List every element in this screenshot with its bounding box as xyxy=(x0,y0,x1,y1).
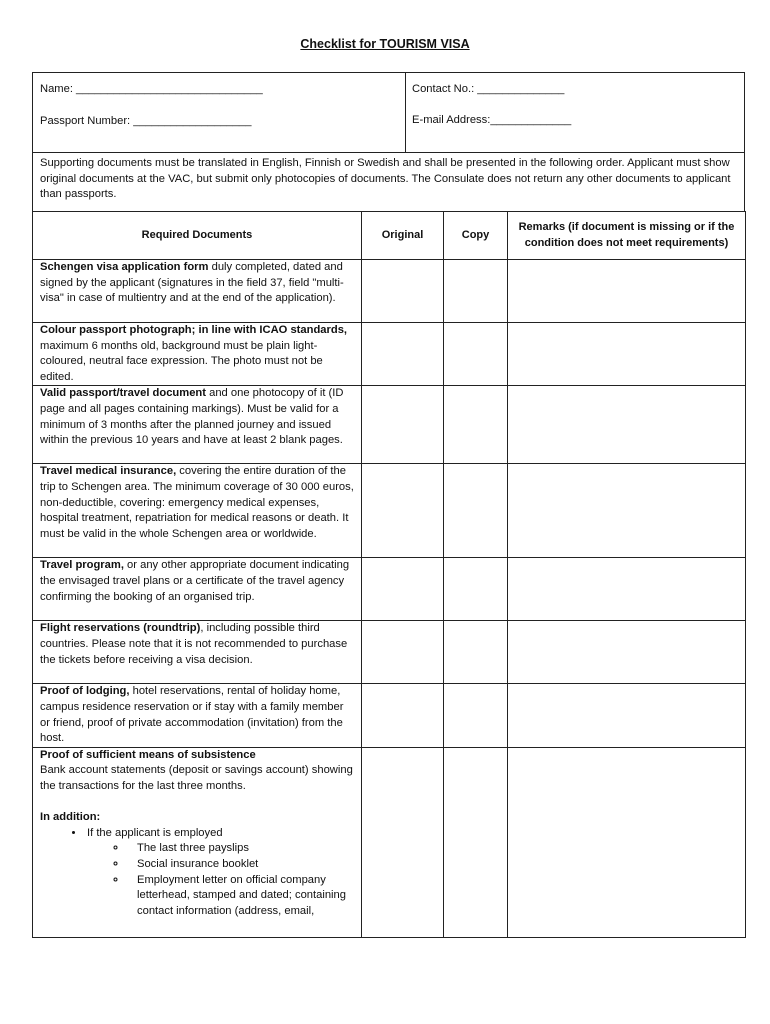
document-title: Flight reservations (roundtrip) xyxy=(40,622,201,635)
remarks-cell[interactable] xyxy=(508,386,746,464)
document-title: Valid passport/travel document xyxy=(40,387,206,400)
copy-checkbox-cell[interactable] xyxy=(444,386,508,464)
table-row xyxy=(33,621,746,684)
document-title: Travel medical insurance, xyxy=(40,465,177,478)
copy-checkbox-cell[interactable] xyxy=(444,558,508,621)
col-copy: Copy xyxy=(444,212,508,260)
table-row xyxy=(33,386,746,464)
table-row xyxy=(33,684,746,747)
subsistence-text: Bank account statements (deposit or savings account) showing the transactions for the last three months. xyxy=(40,764,353,792)
col-original: Original xyxy=(362,212,444,260)
remarks-cell[interactable] xyxy=(508,323,746,386)
remarks-cell[interactable] xyxy=(508,621,746,684)
employed-label: If the applicant is employed xyxy=(87,826,223,839)
applicant-info-box xyxy=(32,72,745,152)
document-description: or any other appropriate document indicating the envisaged travel plans or a certificate of the travel agency confirming the booking of an organised trip. xyxy=(40,559,350,603)
addition-heading: In addition: xyxy=(40,811,101,824)
document-cell xyxy=(33,747,362,937)
col-required-documents: Required Documents xyxy=(33,212,362,260)
original-checkbox-cell[interactable] xyxy=(362,684,444,747)
remarks-cell[interactable] xyxy=(508,464,746,558)
table-row xyxy=(33,260,746,323)
original-checkbox-cell[interactable] xyxy=(362,464,444,558)
applicant-info-left xyxy=(33,73,406,152)
copy-checkbox-cell[interactable] xyxy=(444,464,508,558)
document-description: covering the entire duration of the trip to Schengen area. The minimum coverage of 30 000 euros, non-deductible, covering: emergency medical expenses, hospital treatment, repatriation for medical reasons or death. It must be valid in the whole Schengen area or worldwide. xyxy=(40,465,354,540)
document-cell xyxy=(33,323,362,386)
contact-number-field[interactable]: Contact No.: ______________ xyxy=(412,83,565,95)
document-cell xyxy=(33,684,362,747)
original-checkbox-cell[interactable] xyxy=(362,621,444,684)
document-description: maximum 6 months old, background must be plain light-coloured, neutral face expression. The photo must not be edited. xyxy=(40,339,323,383)
table-row xyxy=(33,464,746,558)
name-field[interactable]: Name: ______________________________ xyxy=(40,83,263,95)
table-row xyxy=(33,323,746,386)
copy-checkbox-cell[interactable] xyxy=(444,621,508,684)
document-cell xyxy=(33,621,362,684)
subsistence-heading: Proof of sufficient means of subsistence xyxy=(40,748,256,761)
remarks-cell[interactable] xyxy=(508,260,746,323)
list-item: ◦ Employment letter on official company letterhead, stamped and dated; containing contact information (address, email, xyxy=(127,873,355,920)
copy-checkbox-cell[interactable] xyxy=(444,323,508,386)
document-cell xyxy=(33,464,362,558)
table-header-row xyxy=(33,212,746,260)
document-cell xyxy=(33,386,362,464)
employed-sublist xyxy=(87,841,355,919)
list-item: ◦ The last three payslips xyxy=(127,841,355,857)
copy-checkbox-cell[interactable] xyxy=(444,684,508,747)
list-item xyxy=(85,826,355,920)
remarks-cell[interactable] xyxy=(508,747,746,937)
remarks-cell[interactable] xyxy=(508,558,746,621)
original-checkbox-cell[interactable] xyxy=(362,386,444,464)
document-description: , including possible third countries. Please note that it is not recommended to purchase the tickets before receiving a visa decision. xyxy=(40,622,348,666)
document-cell xyxy=(33,260,362,323)
passport-number-field[interactable]: Passport Number: ___________________ xyxy=(40,115,252,127)
document-title: Travel program, xyxy=(40,559,124,572)
copy-checkbox-cell[interactable] xyxy=(444,260,508,323)
document-title: Schengen visa application form xyxy=(40,261,209,273)
applicant-info-right xyxy=(406,73,744,152)
table-row xyxy=(33,558,746,621)
document-description: hotel reservations, rental of holiday home, campus residence reservation or if stay with a family member or friend, proof of private accommodation (invitation) from the host. xyxy=(40,685,344,745)
original-checkbox-cell[interactable] xyxy=(362,323,444,386)
document-description: duly completed, dated and signed by the applicant (signatures in the field 37, field "multi-visa" in case of multientry and at the end of the application). xyxy=(40,261,344,305)
document-title: Proof of lodging, xyxy=(40,685,130,698)
addition-list xyxy=(40,826,355,920)
intro-text: Supporting documents must be translated in English, Finnish or Swedish and shall be presented in the following order. Applicant must show original documents at the VAC, but submit only photocopies of documents. The Consulate does not return any other documents to applicant than passports. xyxy=(32,152,745,211)
copy-checkbox-cell[interactable] xyxy=(444,747,508,937)
document-description: and one photocopy of it (ID page and all pages containing markings). Must be valid for a minimum of 3 months after the planned journey and issued within the previous 10 years and have at least 2 blank pages. xyxy=(40,387,344,447)
col-remarks: Remarks (if document is missing or if the condition does not meet requirements) xyxy=(508,212,746,260)
checklist-table xyxy=(32,211,746,938)
table-row xyxy=(33,747,746,937)
original-checkbox-cell[interactable] xyxy=(362,260,444,323)
remarks-cell[interactable] xyxy=(508,684,746,747)
original-checkbox-cell[interactable] xyxy=(362,558,444,621)
document-cell xyxy=(33,558,362,621)
email-field[interactable]: E-mail Address:_____________ xyxy=(412,114,572,126)
document-title: Colour passport photograph; in line with ICAO standards, xyxy=(40,324,348,336)
original-checkbox-cell[interactable] xyxy=(362,747,444,937)
list-item: ◦ Social insurance booklet xyxy=(127,857,355,873)
page-title: Checklist for TOURISM VISA xyxy=(300,37,470,51)
